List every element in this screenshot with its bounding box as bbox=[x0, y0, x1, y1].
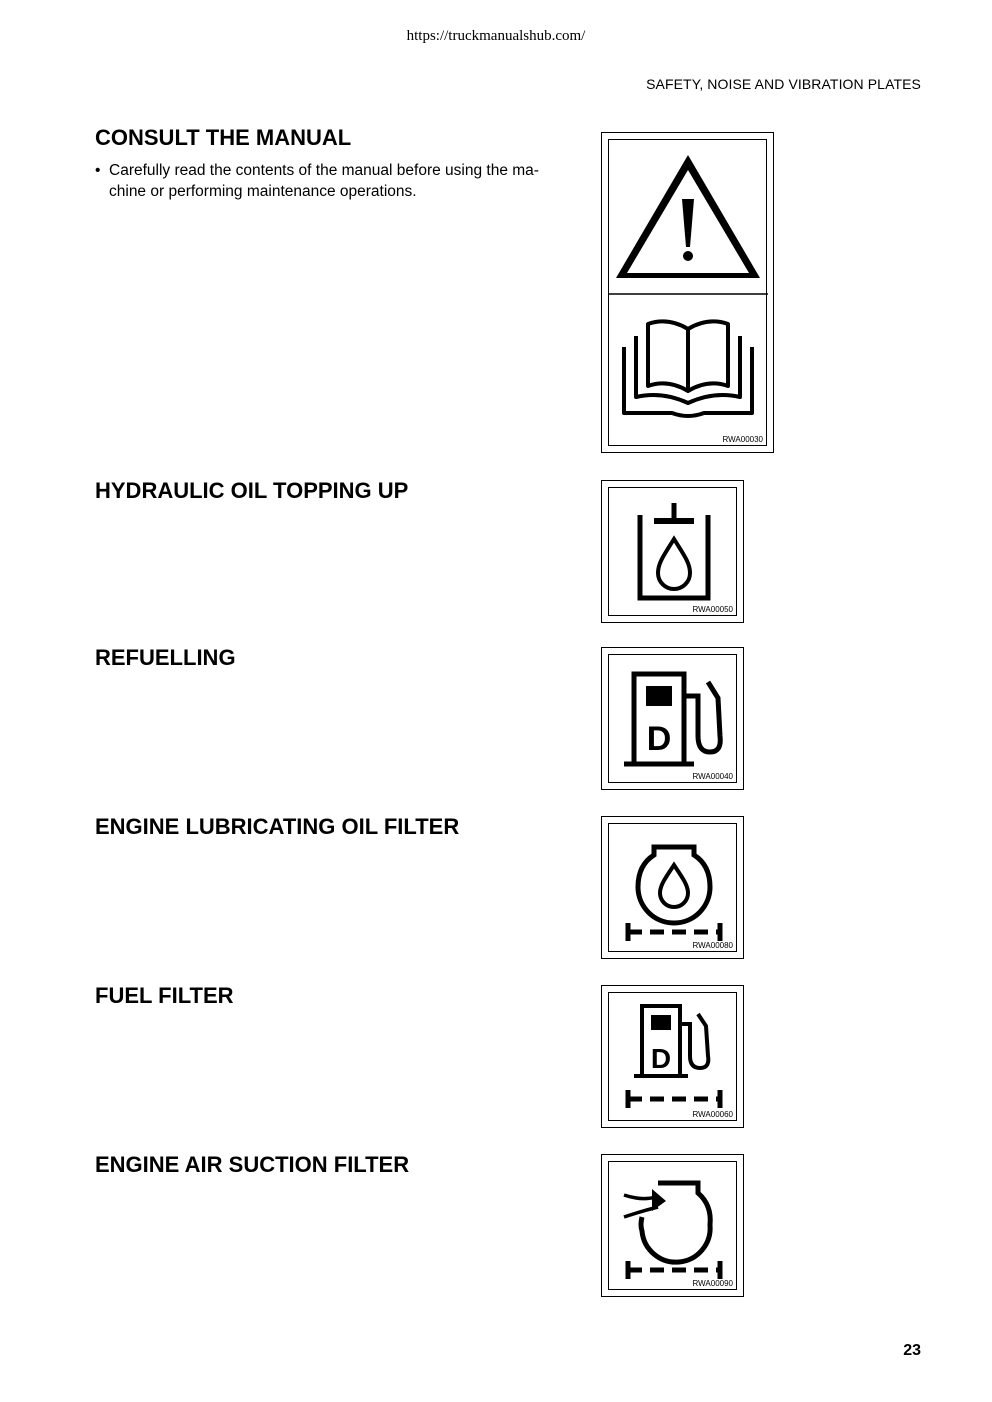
section-title-air-suction-filter: ENGINE AIR SUCTION FILTER bbox=[95, 1152, 410, 1177]
plate-engine-oil-filter bbox=[601, 816, 744, 959]
warning-triangle-icon bbox=[616, 155, 760, 278]
section-title-fuel-filter: FUEL FILTER bbox=[95, 983, 234, 1008]
svg-text:D: D bbox=[646, 720, 672, 758]
running-header: SAFETY, NOISE AND VIBRATION PLATES bbox=[646, 76, 921, 92]
plate-code: RWA00030 bbox=[722, 435, 763, 444]
plate-code: RWA00090 bbox=[692, 1279, 733, 1288]
section-title-engine-oil-filter: ENGINE LUBRICATING OIL FILTER bbox=[95, 814, 460, 839]
plate-code: RWA00050 bbox=[692, 605, 733, 614]
bullet-text: Carefully read the contents of the manual before using the ma- chine or performing maintenance operations. bbox=[109, 162, 539, 200]
plate-code: RWA00040 bbox=[692, 772, 733, 781]
plate-air-suction-filter bbox=[601, 1154, 744, 1297]
plate-code: RWA00080 bbox=[692, 941, 733, 950]
source-url: https://truckmanualshub.com/ bbox=[406, 28, 586, 44]
bullet-consult-manual bbox=[95, 160, 575, 202]
engine-oil-filter-icon bbox=[628, 847, 720, 941]
section-title-hydraulic-oil: HYDRAULIC OIL TOPPING UP bbox=[95, 478, 409, 503]
hydraulic-oil-tank-icon bbox=[640, 503, 708, 598]
page-number: 23 bbox=[903, 1342, 921, 1359]
section-title-consult-manual: CONSULT THE MANUAL bbox=[95, 125, 352, 150]
section-title-refuelling: REFUELLING bbox=[95, 645, 236, 670]
air-suction-filter-icon bbox=[624, 1183, 720, 1279]
plate-fuel-filter bbox=[601, 985, 744, 1128]
svg-text:D: D bbox=[650, 1043, 672, 1074]
plate-refuelling bbox=[601, 647, 744, 790]
plate-code: RWA00060 bbox=[692, 1110, 733, 1119]
fuel-filter-icon bbox=[628, 1006, 720, 1108]
bullet-dot: • bbox=[95, 162, 101, 179]
diesel-fuel-pump-icon bbox=[624, 674, 720, 764]
open-book-icon bbox=[624, 321, 752, 416]
plate-consult-manual bbox=[601, 132, 774, 453]
plate-hydraulic-oil bbox=[601, 480, 744, 623]
